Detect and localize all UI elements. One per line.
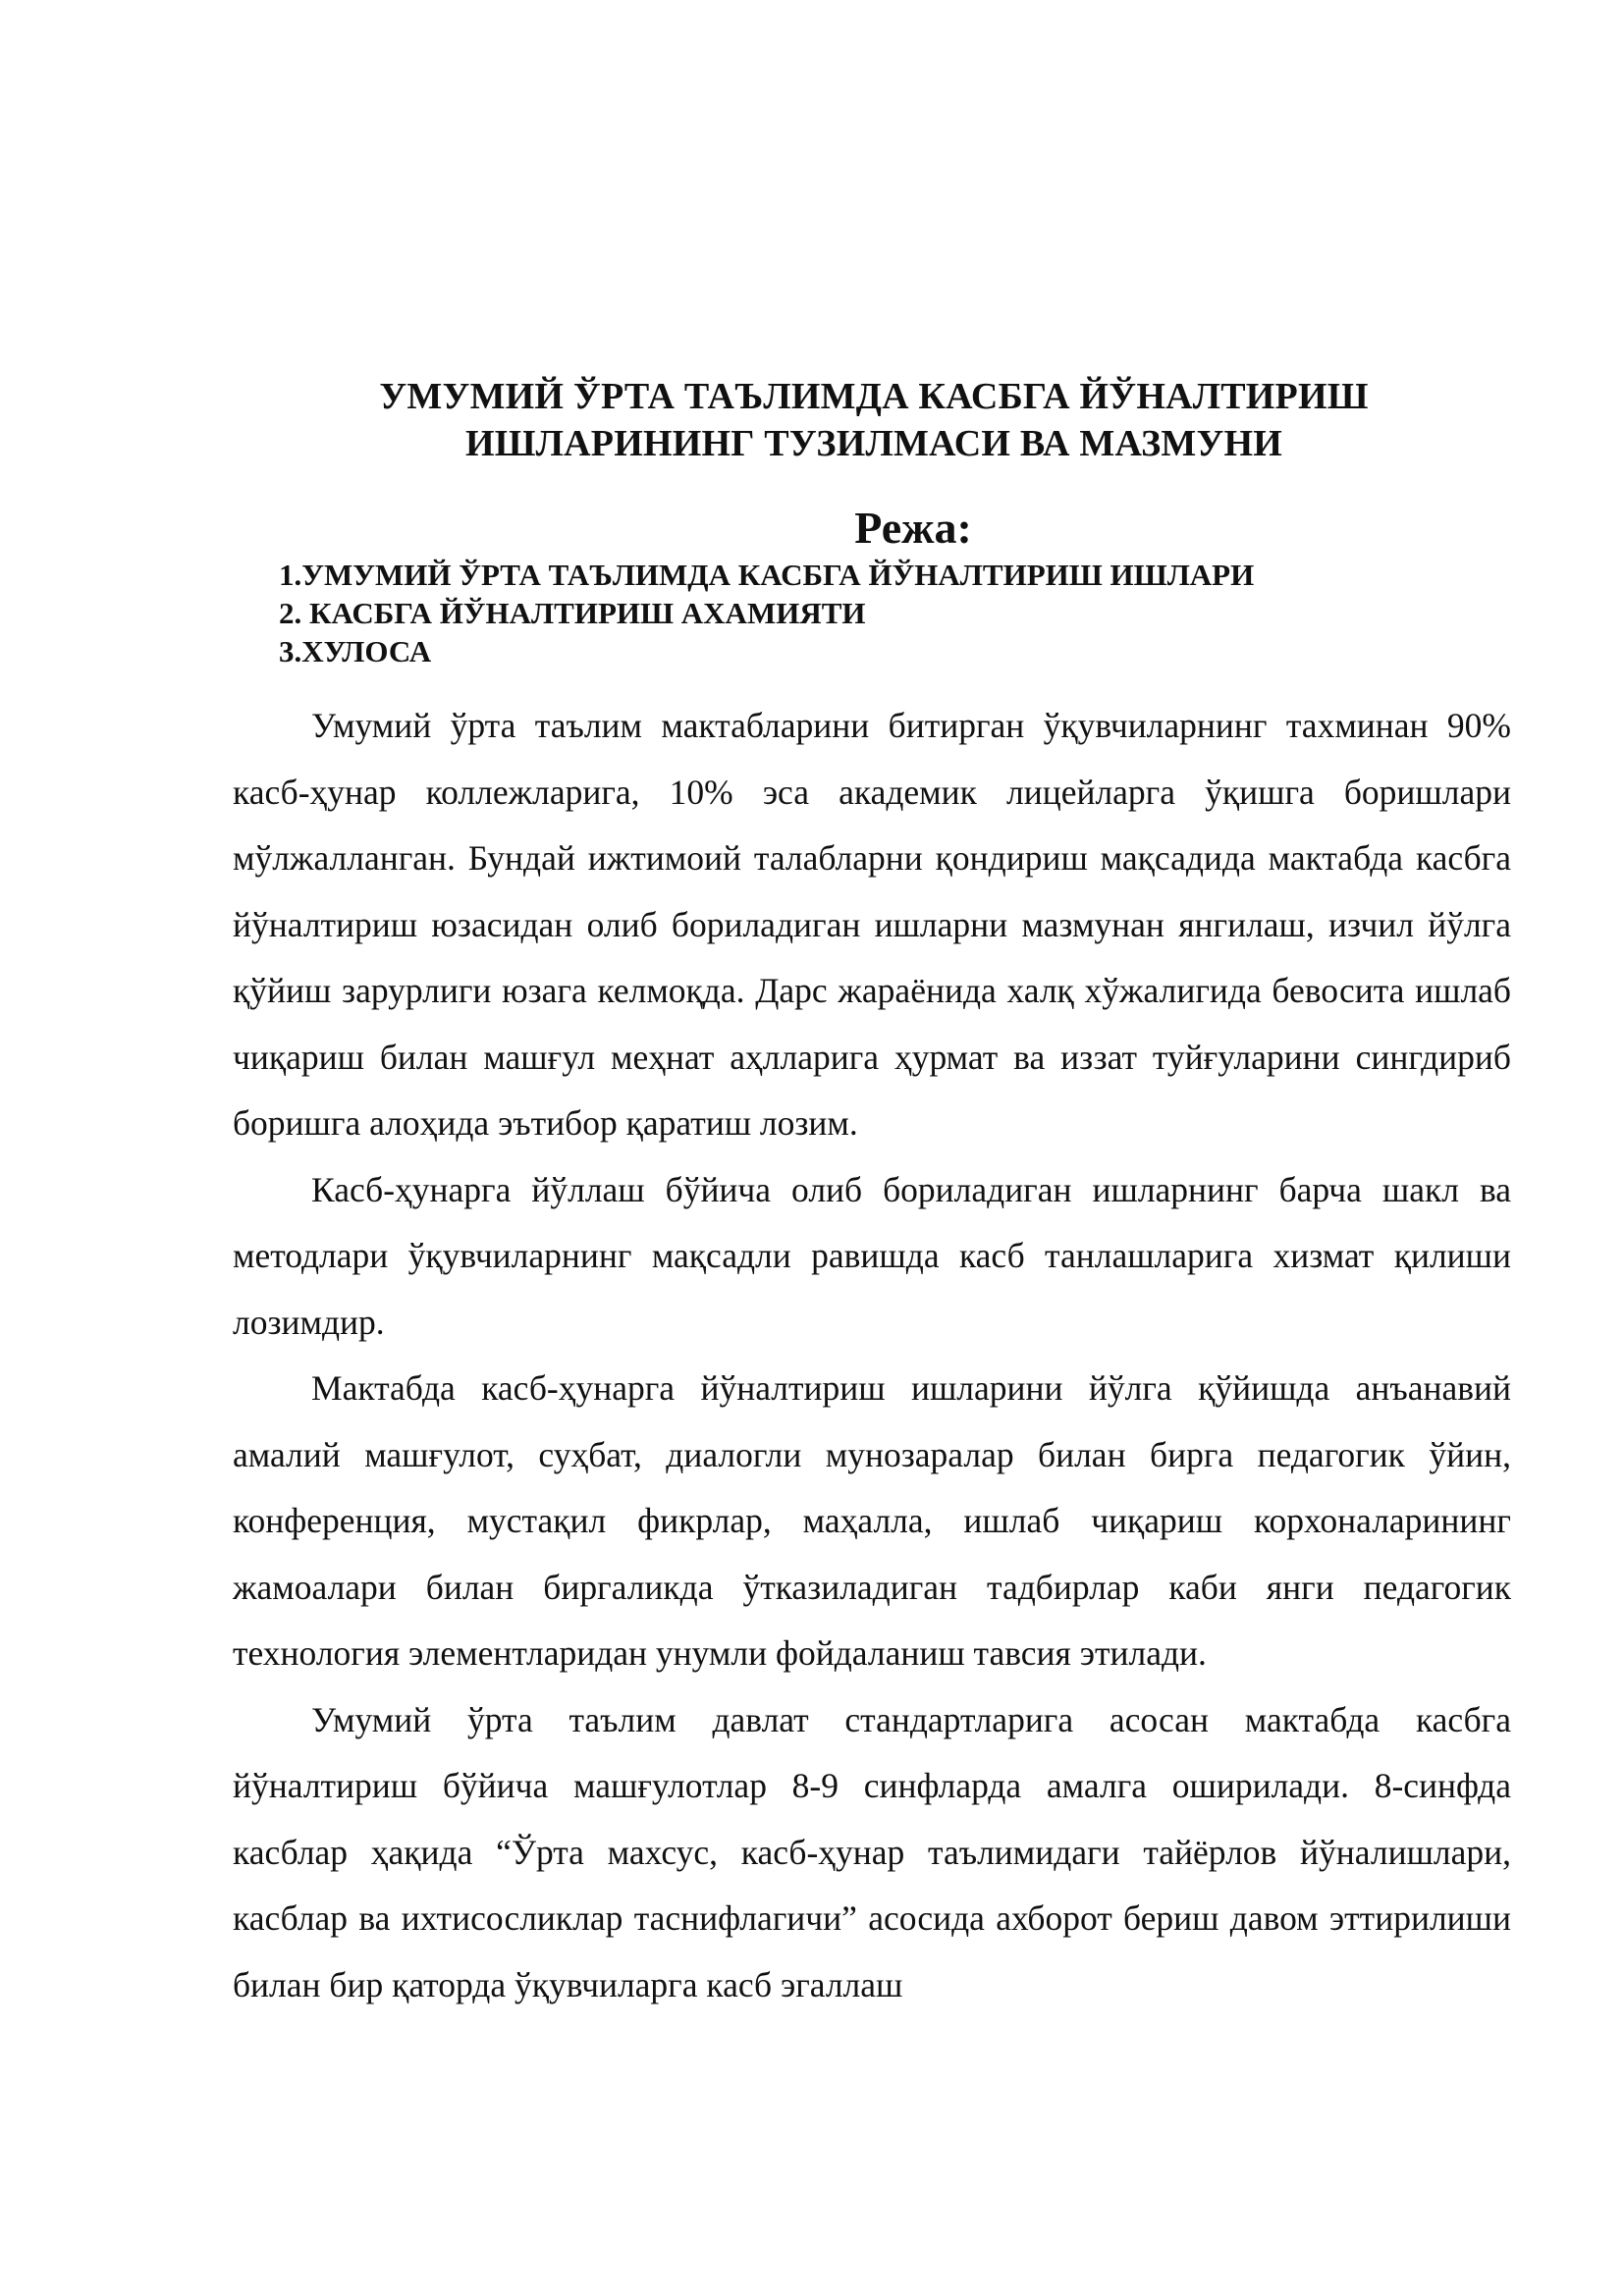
paragraph: Мактабда касб-ҳунарга йўналтириш ишларини йўлга қўйишда анъанавий амалий машғулот, суҳбат, диалогли мунозаралар билан бирга педагогик ўйин, конференция, мустақил фикрлар, маҳалла, ишлаб чиқариш корхоналарининг жамоалари билан биргаликда ўтказиладиган тадбирлар каби янги педагогик технология элементларидан унумли фойдаланиш тавсия этилади. <box>233 1368 1511 1673</box>
document-title <box>236 373 1512 467</box>
plan-item: 2. КАСБГА ЙЎНАЛТИРИШ АХАМИЯТИ <box>279 596 866 630</box>
title-line-2: ИШЛАРИНИНГ ТУЗИЛМАСИ ВА МАЗМУНИ <box>464 423 1283 464</box>
title-line-1: УМУМИЙ ЎРТА ТАЪЛИМДА КАСБГА ЙЎНАЛТИРИШ <box>379 376 1369 417</box>
paragraph: Умумий ўрта таълим мактабларини битирган ўқувчиларнинг тахминан 90% касб-ҳунар коллежларига, 10% эса академик лицейларга ўқишга боришлари мўлжалланган. Бундай ижтимоий талабларни қондириш мақсадида мактабда касбга йўналтириш юзасидан олиб бориладиган ишларни мазмунан янгилаш, изчил йўлга қўйиш зарурлиги юзага келмоқда. Дарс жараёнида халқ хўжалигида бевосита ишлаб чиқариш билан машғул меҳнат аҳлларига ҳурмат ва иззат туйғуларини сингдириб боришга алоҳида эътибор қаратиш лозим. <box>233 706 1511 1143</box>
plan-item: 1.УМУМИЙ ЎРТА ТАЪЛИМДА КАСБГА ЙЎНАЛТИРИШ ИШЛАРИ <box>279 558 1255 592</box>
plan-heading: Режа: <box>854 503 972 553</box>
body-text <box>233 693 1511 2018</box>
paragraph: Умумий ўрта таълим давлат стандартларига асосан мактабда касбга йўналтириш бўйича машғулотлар 8-9 синфларда амалга оширилади. 8-синфда касблар ҳақида “Ўрта махсус, касб-ҳунар таълимидаги тайёрлов йўналишлари, касблар ва ихтисосликлар таснифлагичи” асосида ахборот бериш давом эттирилиши билан бир қаторда ўқувчиларга касб эгаллаш <box>233 1699 1511 2004</box>
plan-item: 3.ХУЛОСА <box>279 634 432 668</box>
paragraph: Касб-ҳунарга йўллаш бўйича олиб бориладиган ишларнинг барча шакл ва методлари ўқувчиларнинг мақсадли равишда касб танлашларига хизмат қилиши лозимдир. <box>233 1169 1511 1342</box>
plan-list <box>279 556 1457 670</box>
